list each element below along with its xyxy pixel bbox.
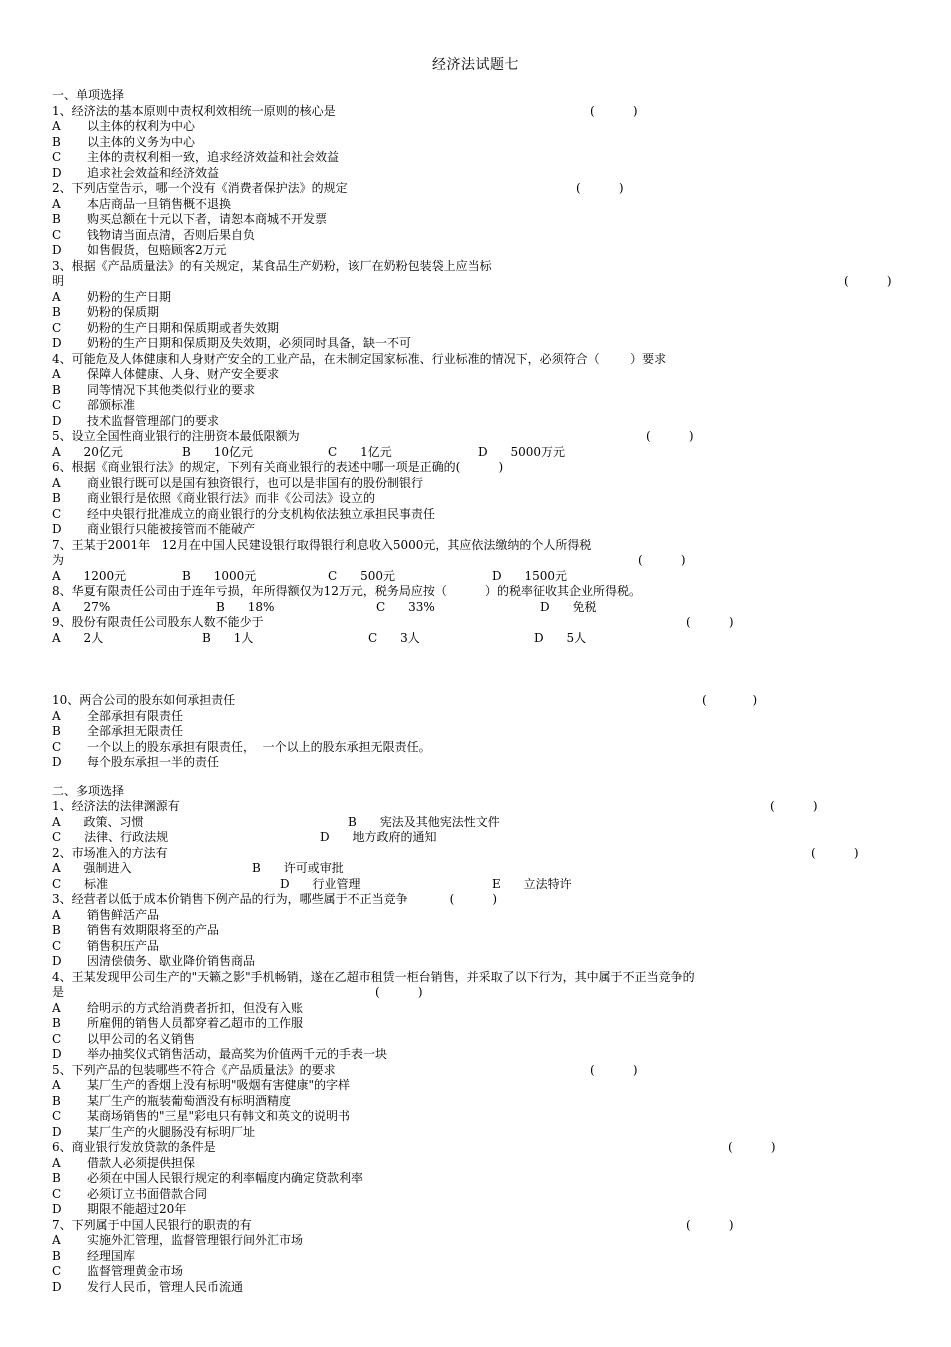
option-letter: B (52, 1248, 61, 1263)
option-letter: A (52, 708, 61, 723)
section-heading-text: 一、单项选择 (52, 88, 125, 102)
option-inline: D 免税 (540, 599, 597, 614)
option-text: 每个股东承担一半的责任 (87, 755, 220, 769)
option-letter: D (52, 954, 62, 968)
option-inline: D 行业管理 (280, 876, 361, 891)
option-text: 借款人必须提供担保 (87, 1155, 196, 1170)
answer-blank: ( ) (770, 799, 818, 813)
option-inline: A 政策、习惯 (52, 814, 144, 829)
option-text: 购买总额在十元以下者，请恕本商城不开发票 (87, 212, 328, 226)
question-text: 10、两合公司的股东如何承担责任 (52, 693, 236, 707)
answer-blank: ( ) (576, 181, 624, 195)
answer-blank: ( ) (686, 615, 734, 629)
option-letter: B (52, 1016, 61, 1030)
answer-blank: ( ) (702, 693, 758, 707)
option-text: 部颁标准 (87, 398, 136, 412)
question-text: 1、经济法的基本原则中责权利效相统一原则的核心是 (52, 103, 336, 118)
option-text: 某厂生产的香烟上没有标明"吸烟有害健康"的字样 (87, 1078, 351, 1092)
question-text: 3、经营者以低于成本价销售下例产品的行为，哪些属于不正当竞争 ( ) (52, 892, 498, 906)
answer-blank: ( ) (646, 429, 694, 443)
question-text: 8、华夏有限责任公司由于连年亏损，年所得额仅为12万元，税务局应按（ ）的税率征收其企业所得税。 (52, 584, 642, 598)
answer-blank: ( ) (375, 985, 423, 999)
option-letter: A (52, 367, 61, 381)
question-text: 4、可能危及人体健康和人身财产安全的工业产品，在未制定国家标准、行业标准的情况下，必须符合（ ）要求 (52, 351, 667, 366)
question-text: 9、股份有限责任公司股东人数不能少于 (52, 615, 264, 629)
option-text: 商业银行是依照《商业银行法》而非《公司法》设立的 (87, 491, 376, 505)
question-text: 6、根据《商业银行法》的规定，下列有关商业银行的表述中哪一项是正确的( ) (52, 460, 504, 474)
option-letter: A (52, 475, 61, 490)
option-letter: C (52, 1186, 62, 1201)
option-text: 奶粉的保质期 (87, 305, 160, 319)
option-inline: D 地方政府的通知 (320, 830, 437, 844)
option-letter: C (52, 398, 62, 412)
option-letter: D (52, 1279, 62, 1294)
option-letter: A (52, 1078, 61, 1092)
option-text: 奶粉的生产日期和保质期或者失效期 (87, 320, 280, 335)
option-text: 技术监督管理部门的要求 (87, 413, 220, 428)
option-inline: D 1500元 (492, 568, 568, 583)
option-letter: C (52, 150, 62, 164)
option-letter: A (52, 196, 61, 211)
option-letter: A (52, 119, 61, 133)
option-text: 实施外汇管理，监督管理银行间外汇市场 (87, 1233, 304, 1247)
question-text: 1、经济法的法律渊源有 (52, 799, 180, 813)
answer-blank: ( ) (844, 274, 892, 288)
option-text: 全部承担无限责任 (87, 724, 184, 738)
question-text-continued: 明 (52, 274, 65, 288)
option-inline: C 法律、行政法规 (52, 830, 169, 844)
option-letter: D (52, 413, 62, 428)
page-title: 经济法试题七 (432, 57, 519, 73)
option-letter: B (52, 923, 61, 937)
option-text: 经中央银行批准成立的商业银行的分支机构依法独立承担民事责任 (87, 506, 436, 521)
option-text: 某厂生产的火腿肠没有标明厂址 (87, 1124, 256, 1139)
option-letter: B (52, 491, 61, 505)
option-text: 因清偿债务、歇业降价销售商品 (87, 954, 256, 968)
option-text: 同等情况下其他类似行业的要求 (87, 382, 256, 397)
option-inline: B 18% (216, 599, 275, 614)
option-text: 所雇佣的销售人员都穿着乙超市的工作服 (87, 1016, 304, 1030)
option-letter: C (52, 1031, 62, 1046)
option-letter: D (52, 1124, 62, 1139)
option-letter: B (52, 382, 61, 397)
question-text: 7、下列属于中国人民银行的职责的有 (52, 1217, 252, 1232)
option-letter: A (52, 1155, 61, 1170)
question-text: 5、下列产品的包装哪些不符合《产品质量法》的要求 (52, 1062, 336, 1077)
option-letter: B (52, 134, 61, 149)
option-letter: B (52, 305, 61, 319)
option-text: 给明示的方式给消费者折扣，但没有入账 (87, 1000, 304, 1015)
option-letter: B (52, 1171, 61, 1185)
option-text: 如售假货，包赔顾客2万元 (87, 243, 227, 257)
option-letter: C (52, 506, 62, 521)
question-text: 6、商业银行发放贷款的条件是 (52, 1140, 216, 1154)
option-text: 发行人民币，管理人民币流通 (87, 1279, 244, 1294)
option-inline: A 强制进入 (52, 861, 132, 875)
option-letter: C (52, 1264, 62, 1278)
option-text: 商业银行只能被接管而不能破产 (87, 522, 256, 536)
option-inline: C 标准 (52, 876, 109, 891)
option-text: 销售有效期限将至的产品 (87, 923, 220, 937)
option-text: 钱物请当面点清，否则后果自负 (87, 227, 256, 242)
question-text-continued: 为 (52, 553, 65, 567)
option-inline: B 1人 (202, 630, 254, 645)
option-text: 一个以上的股东承担有限责任， 一个以上的股东承担无限责任。 (87, 739, 431, 754)
option-text: 某厂生产的瓶装葡萄酒没有标明酒精度 (87, 1093, 292, 1108)
option-text: 销售鲜活产品 (87, 907, 160, 922)
option-letter: A (52, 289, 61, 304)
option-text: 监督管理黄金市场 (87, 1264, 184, 1278)
option-text: 期限不能超过20年 (87, 1202, 187, 1216)
option-letter: D (52, 1047, 62, 1061)
option-text: 追求社会效益和经济效益 (87, 165, 220, 180)
answer-blank: ( ) (638, 553, 686, 567)
option-letter: B (52, 1093, 61, 1108)
option-letter: D (52, 522, 62, 536)
option-text: 以甲公司的名义销售 (87, 1031, 196, 1046)
question-text: 2、下列店堂告示，哪一个没有《消费者保护法》的规定 (52, 181, 348, 195)
option-letter: B (52, 724, 61, 738)
option-letter: D (52, 243, 62, 257)
question-text: 3、根据《产品质量法》的有关规定，某食品生产奶粉，该厂在奶粉包装袋上应当标 (52, 258, 492, 273)
option-letter: A (52, 1233, 61, 1247)
option-letter: C (52, 1109, 62, 1123)
option-text: 主体的责权利相一致，追求经济效益和社会效益 (87, 150, 340, 164)
question-text-continued: 是 (52, 985, 65, 999)
option-text: 经理国库 (87, 1248, 136, 1263)
option-text: 商业银行既可以是国有独资银行，也可以是非国有的股份制银行 (87, 475, 424, 490)
option-inline: E 立法特许 (492, 876, 572, 891)
option-inline: C 33% (376, 599, 435, 614)
option-letter: D (52, 336, 62, 350)
option-text: 全部承担有限责任 (87, 708, 184, 723)
option-letter: A (52, 907, 61, 922)
answer-blank: ( ) (590, 103, 638, 118)
option-inline: A 27% (52, 599, 111, 614)
option-text: 必须在中国人民银行规定的利率幅度内确定贷款利率 (87, 1171, 364, 1185)
question-text: 4、王某发现甲公司生产的"天籁之影"手机畅销，遂在乙超市租赁一柜台销售，并采取了以下行为，其中属于不正当竞争的 (52, 969, 695, 984)
option-text: 举办抽奖仪式销售活动，最高奖为价值两千元的手表一块 (87, 1047, 388, 1061)
option-inline: B 10亿元 (182, 444, 253, 459)
option-letter: B (52, 212, 61, 226)
option-text: 销售积压产品 (87, 938, 160, 953)
option-inline: C 500元 (328, 568, 395, 583)
answer-blank: ( ) (686, 1217, 734, 1232)
answer-blank: ( ) (811, 845, 859, 860)
option-letter: D (52, 1202, 62, 1216)
option-letter: D (52, 755, 62, 769)
option-inline: B 许可或审批 (252, 861, 344, 875)
option-inline: D 5人 (534, 630, 587, 645)
option-text: 奶粉的生产日期 (87, 289, 172, 304)
option-letter: C (52, 320, 62, 335)
option-letter: C (52, 739, 62, 754)
option-letter: D (52, 165, 62, 180)
answer-blank: ( ) (590, 1062, 638, 1077)
answer-blank: ( ) (728, 1140, 776, 1154)
option-inline: A 20亿元 (52, 444, 123, 459)
option-text: 保障人体健康、人身、财产安全要求 (87, 367, 280, 381)
option-inline: B 1000元 (182, 568, 257, 583)
question-text: 7、王某于2001年 12月在中国人民建设银行取得银行利息收入5000元，其应依法缴纳的个人所得税 (52, 537, 592, 552)
option-text: 必须订立书面借款合同 (87, 1186, 208, 1201)
option-letter: C (52, 938, 62, 953)
option-text: 以主体的权利为中心 (87, 119, 196, 133)
option-text: 以主体的义务为中心 (87, 134, 196, 149)
option-text: 某商场销售的"三星"彩电只有韩文和英文的说明书 (87, 1109, 351, 1123)
question-text: 2、市场准入的方法有 (52, 845, 168, 860)
option-inline: A 2人 (52, 630, 104, 645)
option-inline: C 1亿元 (328, 444, 392, 459)
option-inline: B 宪法及其他宪法性文件 (348, 814, 500, 829)
option-letter: A (52, 1000, 61, 1015)
option-inline: C 3人 (368, 630, 420, 645)
option-letter: C (52, 227, 62, 242)
section-heading-text: 二、多项选择 (52, 783, 125, 798)
option-text: 本店商品一旦销售概不退换 (87, 196, 232, 211)
question-text: 5、设立全国性商业银行的注册资本最低限额为 (52, 429, 300, 443)
option-text: 奶粉的生产日期和保质期及失效期，必须同时具备，缺一不可 (87, 336, 412, 350)
option-inline: A 1200元 (52, 568, 127, 583)
option-inline: D 5000万元 (478, 444, 566, 459)
